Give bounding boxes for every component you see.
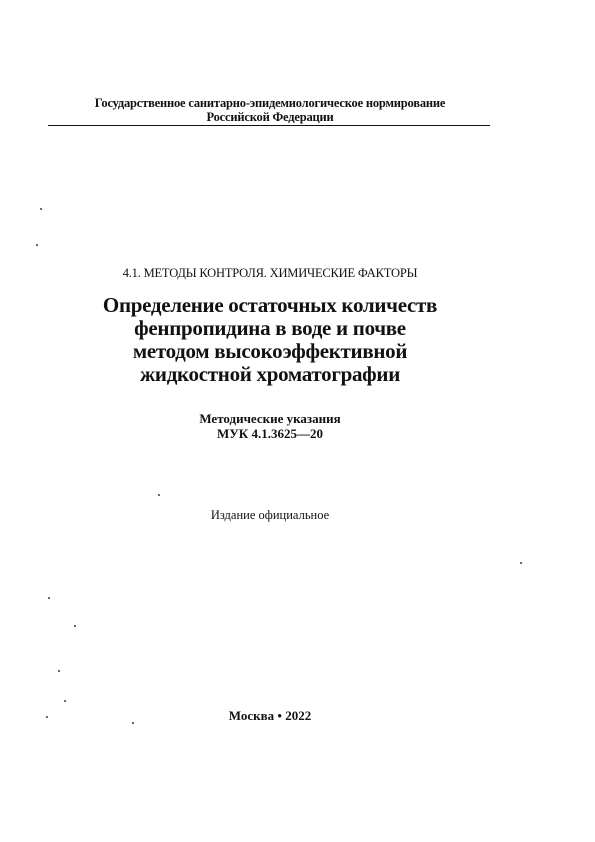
- scan-speck: [132, 722, 134, 724]
- scan-speck: [74, 625, 76, 627]
- document-type: [0, 411, 540, 441]
- scan-speck: [48, 597, 50, 599]
- title-line-1: Определение остаточных количеств: [102, 293, 438, 317]
- doc-type-line-1: Методические указания: [199, 411, 341, 426]
- doc-type-line-2: МУК 4.1.3625—20: [217, 426, 323, 441]
- header-line-2: Российской Федерации: [206, 110, 334, 124]
- document-title: [0, 294, 540, 386]
- title-line-2: фенпропидина в воде и почве: [134, 316, 406, 340]
- series-heading: 4.1. МЕТОДЫ КОНТРОЛЯ. ХИМИЧЕСКИЕ ФАКТОРЫ: [122, 266, 418, 280]
- title-line-4: жидкостной хроматографии: [139, 362, 401, 386]
- scan-speck: [58, 670, 60, 672]
- scan-speck: [158, 494, 160, 496]
- scan-speck: [36, 244, 38, 246]
- imprint: Москва • 2022: [228, 708, 312, 723]
- scan-speck: [46, 716, 48, 718]
- header-line-1: Государственное санитарно-эпидемиологическое нормирование: [94, 96, 446, 110]
- scan-speck: [40, 208, 42, 210]
- header-divider: [48, 125, 490, 126]
- scan-speck: [64, 700, 66, 702]
- scan-speck: [520, 562, 522, 564]
- title-line-3: методом высокоэффективной: [132, 339, 408, 363]
- edition-note: Издание официальное: [210, 508, 330, 522]
